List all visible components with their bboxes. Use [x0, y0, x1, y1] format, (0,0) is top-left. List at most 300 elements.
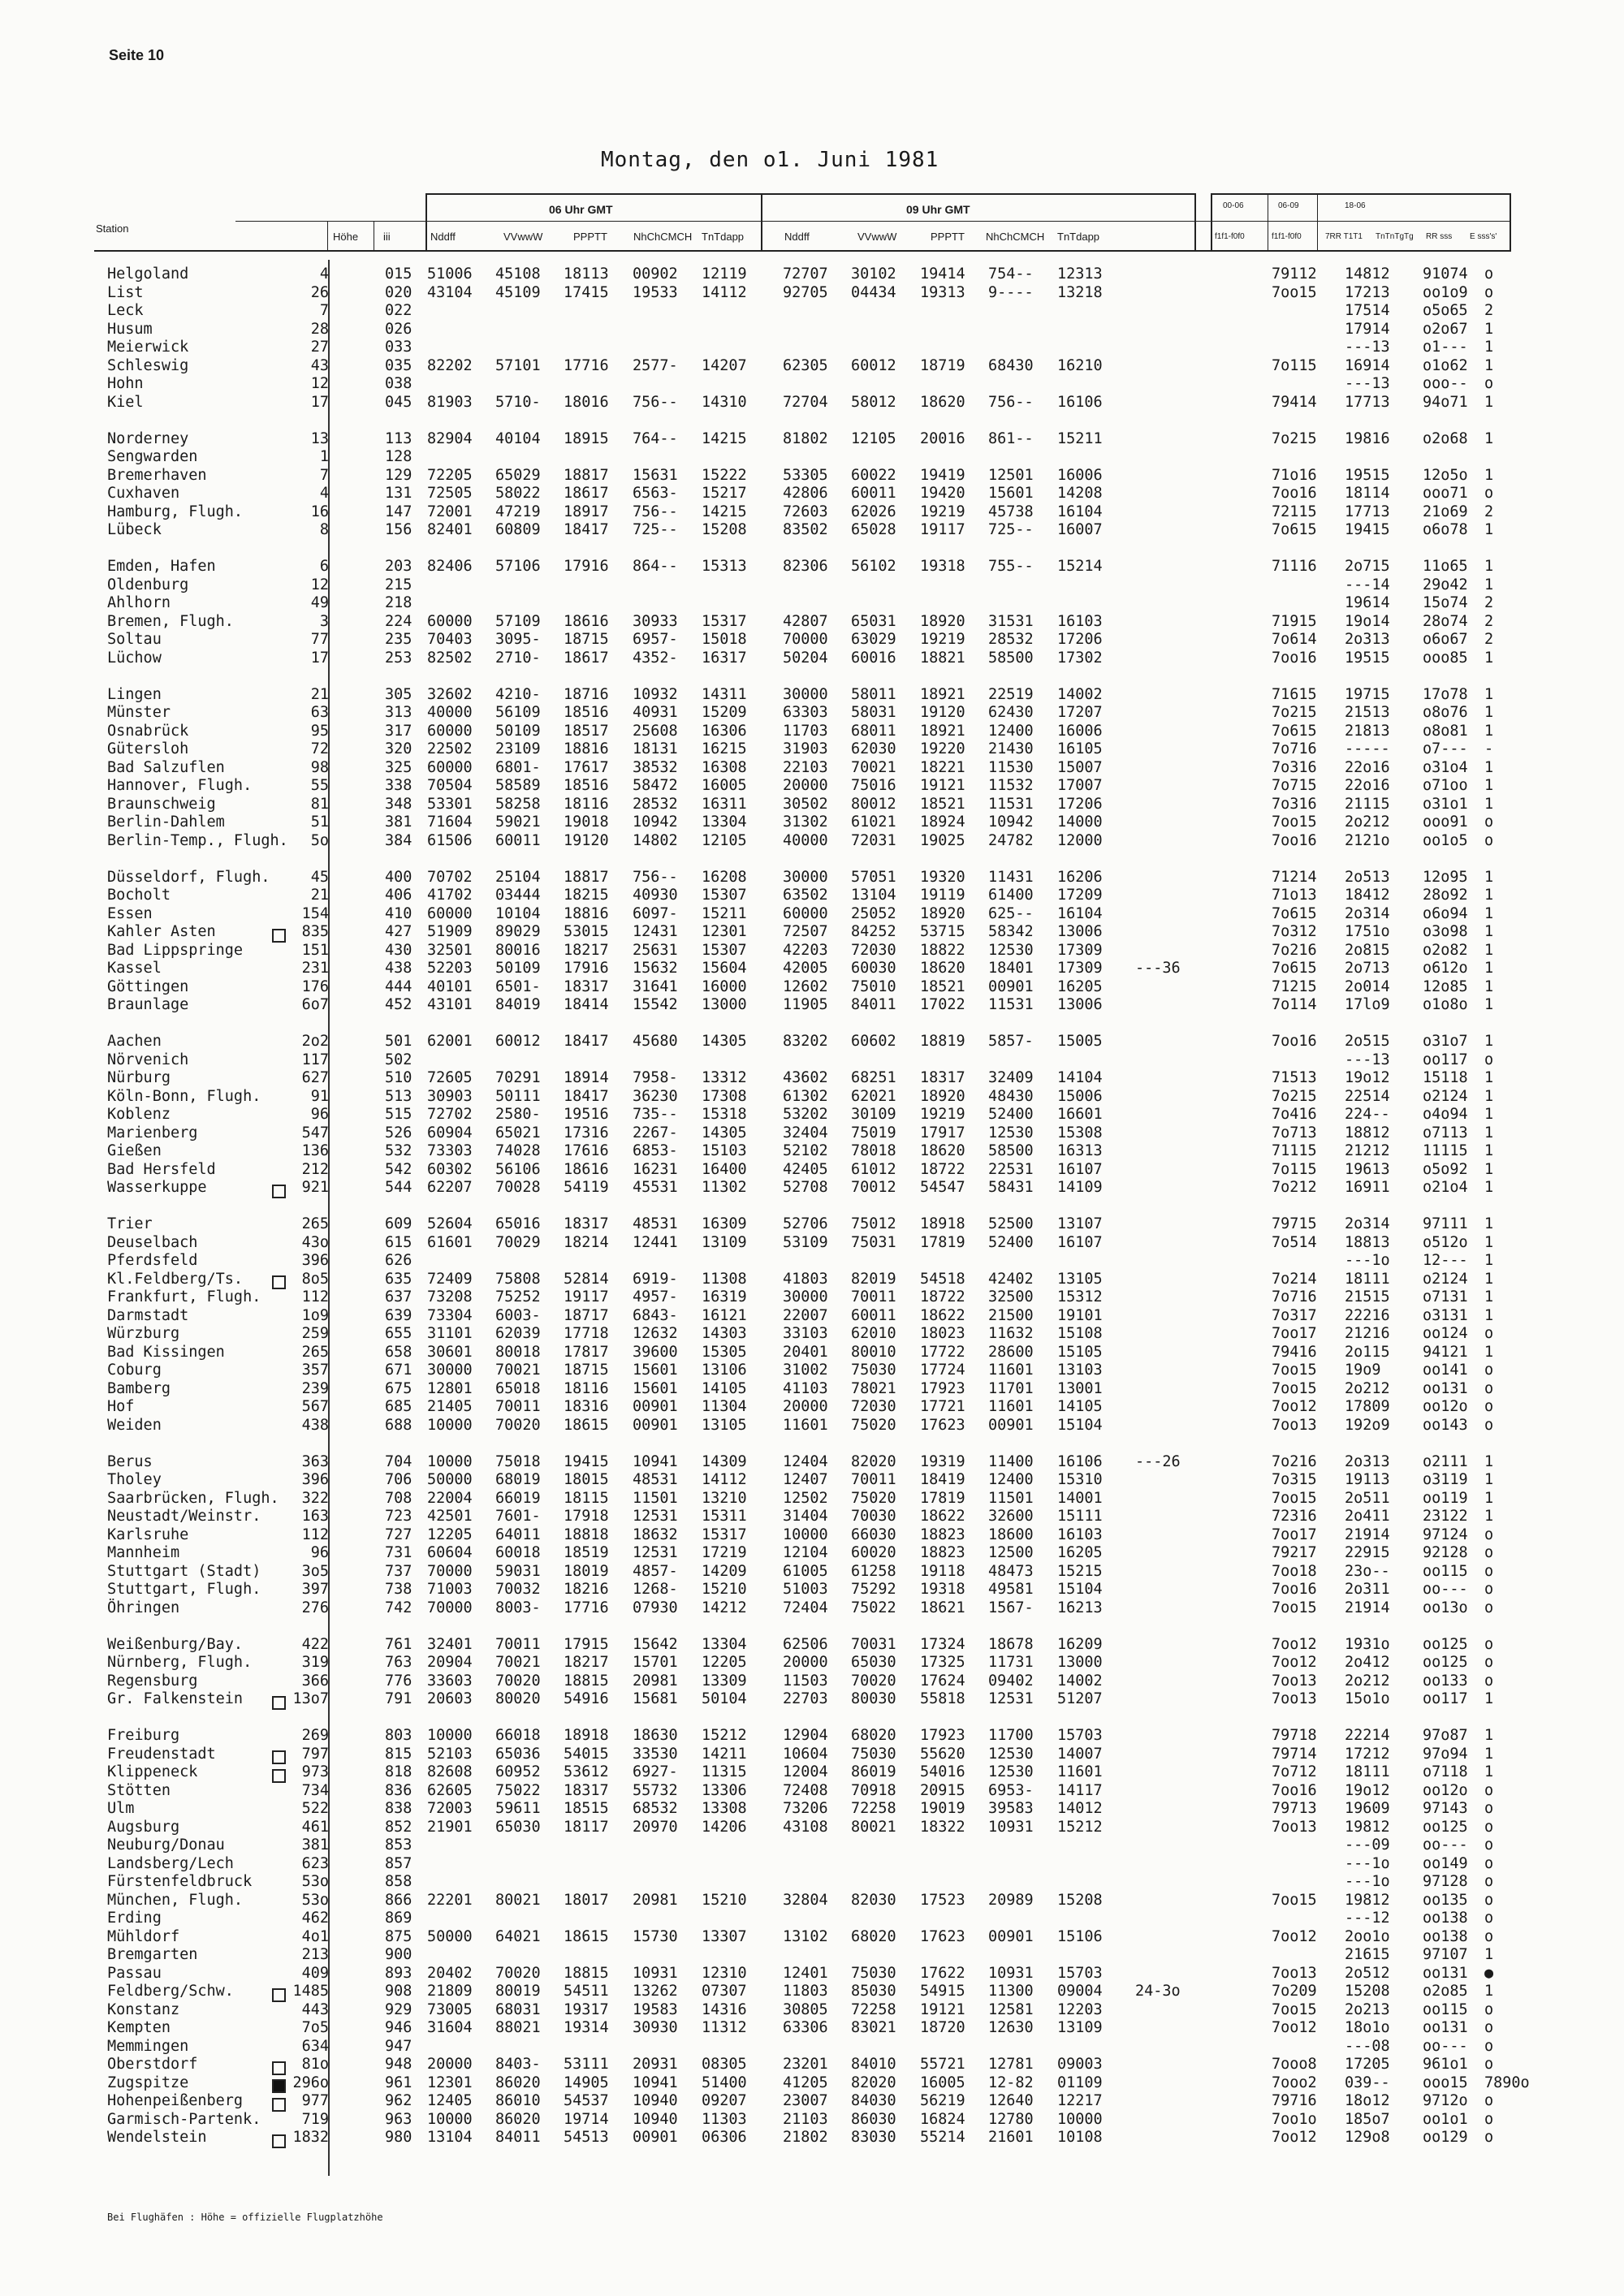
- obs09-value: 62030: [851, 740, 896, 757]
- table-row: [0, 978, 1624, 996]
- climate-value: 7oo1o: [1272, 2110, 1317, 2128]
- obs06-value: 13000: [702, 996, 747, 1013]
- table-row: [0, 503, 1624, 521]
- obs06-value: 14105: [702, 1379, 747, 1397]
- station-height: 265: [301, 1343, 329, 1361]
- weather-0006: 24-3o: [1135, 1983, 1181, 2000]
- obs06-value: 10940: [633, 2110, 678, 2128]
- obs09-value: 58431: [988, 1179, 1034, 1196]
- station-number: 635: [385, 1270, 412, 1288]
- obs06-value: 12431: [633, 923, 678, 940]
- climate-value: ooo91: [1423, 814, 1468, 831]
- station-height: 797: [301, 1745, 329, 1763]
- obs06-value: 18113: [564, 265, 609, 283]
- station-name: Gießen: [107, 1142, 162, 1159]
- obs06-value: 17308: [702, 1087, 747, 1105]
- climate-value: o7---: [1423, 740, 1468, 757]
- obs06-value: 15208: [702, 521, 747, 538]
- station-name: Hohn: [107, 375, 144, 392]
- obs09-value: 31531: [988, 612, 1034, 630]
- obs09-value: 17721: [920, 1398, 965, 1415]
- station-number: 532: [385, 1142, 412, 1159]
- obs06-value: 54015: [564, 1745, 609, 1763]
- station-height: 17: [310, 649, 329, 667]
- climate-value: o: [1484, 1379, 1494, 1397]
- station-number: 156: [385, 521, 412, 538]
- obs06-value: 14206: [702, 1818, 747, 1836]
- obs06-value: 20603: [427, 1690, 473, 1707]
- obs09-value: 30000: [783, 685, 828, 703]
- obs09-value: 56102: [851, 558, 896, 575]
- obs06-value: 70000: [427, 1599, 473, 1616]
- obs09-value: 18620: [920, 960, 965, 977]
- obs06-value: 70028: [495, 1179, 541, 1196]
- obs06-value: 10941: [633, 2074, 678, 2091]
- climate-value: o: [1484, 1654, 1494, 1671]
- station-number: 675: [385, 1379, 412, 1397]
- table-row: [0, 1234, 1624, 1252]
- table-row: [0, 905, 1624, 923]
- obs06-value: 20931: [633, 2056, 678, 2073]
- obs06-value: 15311: [702, 1508, 747, 1525]
- table-row: [0, 1636, 1624, 1654]
- obs09-value: 13103: [1057, 1362, 1103, 1379]
- obs09-value: 31302: [783, 814, 828, 831]
- obs09-value: 1567-: [988, 1599, 1034, 1616]
- obs09-value: 40000: [783, 831, 828, 849]
- table-row: [0, 467, 1624, 485]
- climate-value: 1: [1484, 576, 1494, 593]
- climate-value: 1: [1484, 1142, 1494, 1159]
- obs09-value: 60602: [851, 1033, 896, 1050]
- climate-value: oo117: [1423, 1051, 1468, 1068]
- climate-value: 19812: [1345, 1818, 1390, 1836]
- climate-value: 7o115: [1272, 1160, 1317, 1178]
- obs09-value: 80030: [851, 1690, 896, 1707]
- table-row: [0, 1051, 1624, 1069]
- obs09-value: 60030: [851, 960, 896, 977]
- obs06-value: 19516: [564, 1106, 609, 1123]
- station-number: 544: [385, 1179, 412, 1196]
- climate-value: oo125: [1423, 1654, 1468, 1671]
- station-number: 510: [385, 1069, 412, 1086]
- climate-value: 21216: [1345, 1325, 1390, 1342]
- obs09-value: 12217: [1057, 2092, 1103, 2109]
- climate-value: 97111: [1423, 1215, 1468, 1232]
- climate-value: o2o82: [1423, 941, 1468, 959]
- station-number: 320: [385, 740, 412, 757]
- obs09-value: 78018: [851, 1142, 896, 1159]
- table-row: [0, 594, 1624, 612]
- obs09-value: 15104: [1057, 1581, 1103, 1598]
- station-name: Berus: [107, 1452, 153, 1470]
- table-row: [0, 2129, 1624, 2147]
- table-row: [0, 1727, 1624, 1745]
- station-name: Bad Kissingen: [107, 1343, 225, 1361]
- header-iii: iii: [383, 231, 391, 243]
- obs09-value: 23201: [783, 2056, 828, 2073]
- obs09-value: 19219: [920, 631, 965, 648]
- climate-value: o: [1484, 2019, 1494, 2036]
- table-row: [0, 1654, 1624, 1672]
- obs09-value: 10604: [783, 1745, 828, 1763]
- station-height: 16: [310, 503, 329, 520]
- obs06-value: 06306: [702, 2129, 747, 2146]
- obs09-value: 13104: [851, 887, 896, 904]
- obs06-value: 60000: [427, 904, 473, 922]
- obs06-value: 18615: [564, 1416, 609, 1434]
- climate-value: 23122: [1423, 1508, 1468, 1525]
- obs09-value: 18823: [920, 1544, 965, 1561]
- obs09-value: 17722: [920, 1343, 965, 1361]
- obs06-value: 18632: [633, 1526, 678, 1543]
- obs09-value: 16206: [1057, 868, 1103, 886]
- table-row: [0, 2111, 1624, 2129]
- obs06-value: 17716: [564, 356, 609, 374]
- obs09-value: 14002: [1057, 685, 1103, 703]
- climate-value: 19613: [1345, 1160, 1390, 1178]
- climate-value: 9712o: [1423, 2092, 1468, 2109]
- obs09-value: 16005: [920, 2074, 965, 2091]
- climate-value: 1: [1484, 1252, 1494, 1269]
- station-number: 947: [385, 2037, 412, 2055]
- climate-value: 79217: [1272, 1544, 1317, 1561]
- climate-value: 19515: [1345, 466, 1390, 484]
- station-height: 17: [310, 393, 329, 411]
- obs09-value: 22531: [988, 1160, 1034, 1178]
- obs09-value: 60020: [851, 1544, 896, 1561]
- obs06-value: 864--: [633, 558, 678, 575]
- table-row: [0, 1490, 1624, 1508]
- obs09-value: 12203: [1057, 2000, 1103, 2018]
- station-height: 397: [301, 1581, 329, 1598]
- climate-value: ---1o: [1345, 1854, 1390, 1872]
- obs06-value: 13104: [427, 2129, 473, 2146]
- station-number: 852: [385, 1818, 412, 1836]
- obs06-value: 23109: [495, 740, 541, 757]
- obs06-value: 15701: [633, 1654, 678, 1671]
- table-row: [0, 375, 1624, 393]
- obs06-value: 16309: [702, 1215, 747, 1232]
- station-number: 723: [385, 1508, 412, 1525]
- obs09-value: 30000: [783, 868, 828, 886]
- obs06-value: 56109: [495, 704, 541, 721]
- obs09-value: 20989: [988, 1891, 1034, 1909]
- obs06-value: 70403: [427, 631, 473, 648]
- obs09-value: 60011: [851, 485, 896, 502]
- obs09-value: 75292: [851, 1581, 896, 1598]
- obs09-value: 12400: [988, 722, 1034, 740]
- station-height: 1o9: [301, 1306, 329, 1324]
- obs09-value: 21601: [988, 2129, 1034, 2146]
- obs09-value: 14007: [1057, 1745, 1103, 1763]
- climate-value: oo131: [1423, 1379, 1468, 1397]
- obs09-value: 11700: [988, 1727, 1034, 1744]
- obs06-value: 6919-: [633, 1270, 678, 1288]
- obs06-value: 00902: [633, 265, 678, 283]
- obs06-value: 756--: [633, 868, 678, 886]
- obs06-value: 17617: [564, 758, 609, 776]
- obs06-value: 68532: [633, 1800, 678, 1817]
- obs06-value: 15212: [702, 1727, 747, 1744]
- obs06-value: 33603: [427, 1672, 473, 1690]
- table-row: [0, 942, 1624, 960]
- obs09-value: 56219: [920, 2092, 965, 2109]
- obs06-value: 18417: [564, 1087, 609, 1105]
- obs06-value: 55732: [633, 1781, 678, 1799]
- station-name: Lüchow: [107, 649, 162, 667]
- obs09-value: 15208: [1057, 1891, 1103, 1909]
- obs06-value: 8403-: [495, 2056, 541, 2073]
- climate-value: 2o212: [1345, 1379, 1390, 1397]
- climate-value: 79718: [1272, 1727, 1317, 1744]
- table-row: [0, 1106, 1624, 1124]
- station-height: 13o7: [292, 1690, 329, 1707]
- climate-value: 2: [1484, 612, 1494, 630]
- climate-value: 7oo13: [1272, 1672, 1317, 1690]
- obs06-value: 58472: [633, 777, 678, 794]
- obs06-value: 13312: [702, 1069, 747, 1086]
- obs06-value: 15601: [633, 1362, 678, 1379]
- obs09-value: 18920: [920, 904, 965, 922]
- climate-value: 17514: [1345, 302, 1390, 319]
- climate-value: 19o12: [1345, 1781, 1390, 1799]
- obs09-value: 70030: [851, 1508, 896, 1525]
- obs06-value: 18116: [564, 795, 609, 813]
- obs09-value: 18322: [920, 1818, 965, 1836]
- station-height: 63: [310, 704, 329, 721]
- climate-value: 7oo13: [1272, 1818, 1317, 1836]
- table-row: [0, 923, 1624, 941]
- obs06-value: 735--: [633, 1106, 678, 1123]
- obs09-value: 70011: [851, 1288, 896, 1306]
- obs06-value: 18817: [564, 466, 609, 484]
- station-height: 151: [301, 941, 329, 959]
- obs06-value: 15307: [702, 887, 747, 904]
- climate-value: 22214: [1345, 1727, 1390, 1744]
- obs09-value: 12313: [1057, 265, 1103, 283]
- station-number: 688: [385, 1416, 412, 1434]
- table-row: [0, 1910, 1624, 1927]
- station-number: 438: [385, 960, 412, 977]
- table-row: [0, 1161, 1624, 1179]
- station-number: 742: [385, 1599, 412, 1616]
- obs06-value: 72505: [427, 485, 473, 502]
- climate-value: o2o67: [1423, 320, 1468, 338]
- obs09-value: 12407: [783, 1471, 828, 1488]
- station-height: 96: [310, 1106, 329, 1123]
- station-number: 704: [385, 1452, 412, 1470]
- climate-value: 7oo15: [1272, 1362, 1317, 1379]
- climate-value: o512o: [1423, 1233, 1468, 1251]
- obs09-value: 41803: [783, 1270, 828, 1288]
- obs09-value: 00901: [988, 1927, 1034, 1945]
- obs09-value: 14208: [1057, 485, 1103, 502]
- climate-value: 11o65: [1423, 558, 1468, 575]
- station-name: Memmingen: [107, 2037, 189, 2055]
- station-name: Leck: [107, 302, 144, 319]
- climate-value: o: [1484, 1325, 1494, 1342]
- station-height: 81: [310, 795, 329, 813]
- obs06-value: 18417: [564, 521, 609, 538]
- climate-value: o: [1484, 1873, 1494, 1890]
- obs06-value: 18116: [564, 1379, 609, 1397]
- climate-value: o612o: [1423, 960, 1468, 977]
- climate-value: 7oo12: [1272, 1398, 1317, 1415]
- obs09-value: 55721: [920, 2056, 965, 2073]
- obs06-value: 12301: [427, 2074, 473, 2091]
- table-row: [0, 2001, 1624, 2019]
- obs06-value: 51006: [427, 265, 473, 283]
- obs09-value: 17309: [1057, 941, 1103, 959]
- obs09-value: 12904: [783, 1727, 828, 1744]
- table-row: [0, 2019, 1624, 2037]
- obs09-value: 68011: [851, 722, 896, 740]
- climate-value: 1: [1484, 320, 1494, 338]
- station-height: 239: [301, 1379, 329, 1397]
- climate-value: 7oo12: [1272, 2129, 1317, 2146]
- climate-value: 16914: [1345, 356, 1390, 374]
- obs09-value: 52706: [783, 1215, 828, 1232]
- obs06-value: 12310: [702, 1964, 747, 1982]
- station-name: Cuxhaven: [107, 485, 180, 502]
- climate-value: 19816: [1345, 429, 1390, 447]
- station-height: 81o: [301, 2056, 329, 2073]
- climate-value: o: [1484, 1891, 1494, 1909]
- obs09-value: 09003: [1057, 2056, 1103, 2073]
- obs09-value: 10942: [988, 814, 1034, 831]
- climate-value: o: [1484, 1544, 1494, 1561]
- climate-value: 7o315: [1272, 1471, 1317, 1488]
- obs09-value: 42405: [783, 1160, 828, 1178]
- obs09-value: 15105: [1057, 1343, 1103, 1361]
- obs09-value: 20000: [783, 1654, 828, 1671]
- station-name: Kiel: [107, 393, 144, 411]
- obs06-value: 80018: [495, 1343, 541, 1361]
- climate-value: o: [1484, 1927, 1494, 1945]
- obs06-value: 00901: [633, 2129, 678, 2146]
- station-number: 609: [385, 1215, 412, 1232]
- obs09-value: 12501: [988, 466, 1034, 484]
- climate-value: 72115: [1272, 503, 1317, 520]
- station-height: 396: [301, 1471, 329, 1488]
- obs06-value: 14305: [702, 1124, 747, 1142]
- obs06-value: 19120: [564, 831, 609, 849]
- obs06-value: 18717: [564, 1306, 609, 1324]
- obs09-value: 75031: [851, 1233, 896, 1251]
- obs06-value: 14305: [702, 1033, 747, 1050]
- obs09-value: 21802: [783, 2129, 828, 2146]
- table-row: [0, 2038, 1624, 2056]
- obs09-value: 32804: [783, 1891, 828, 1909]
- obs06-value: 54513: [564, 2129, 609, 2146]
- climate-value: 2o115: [1345, 1343, 1390, 1361]
- obs06-value: 15604: [702, 960, 747, 977]
- obs06-value: 20970: [633, 1818, 678, 1836]
- climate-value: 7oo12: [1272, 1654, 1317, 1671]
- climate-value: 7oo17: [1272, 1325, 1317, 1342]
- obs06-value: 64011: [495, 1526, 541, 1543]
- obs06-value: 16208: [702, 868, 747, 886]
- station-height: 51: [310, 814, 329, 831]
- station-number: 513: [385, 1087, 412, 1105]
- obs09-value: 10000: [1057, 2110, 1103, 2128]
- climate-value: 7oo16: [1272, 1033, 1317, 1050]
- climate-value: 7oo12: [1272, 1927, 1317, 1945]
- climate-value: 18111: [1345, 1270, 1390, 1288]
- station-height: 43: [310, 356, 329, 374]
- obs06-value: 80021: [495, 1891, 541, 1909]
- climate-value: 97o94: [1423, 1745, 1468, 1763]
- station-height: 21: [310, 685, 329, 703]
- table-row: [0, 1599, 1624, 1617]
- obs09-value: 01109: [1057, 2074, 1103, 2091]
- climate-value: 2o212: [1345, 814, 1390, 831]
- obs06-value: 36230: [633, 1087, 678, 1105]
- station-name: Augsburg: [107, 1818, 180, 1836]
- obs06-value: 17616: [564, 1142, 609, 1159]
- obs06-value: 15318: [702, 1106, 747, 1123]
- climate-value: 7o312: [1272, 923, 1317, 940]
- climate-value: ooo15: [1423, 2074, 1468, 2091]
- header-b3: PPPTT: [931, 231, 965, 243]
- obs06-value: 6501-: [495, 978, 541, 995]
- obs06-value: 33530: [633, 1745, 678, 1763]
- obs09-value: 68430: [988, 356, 1034, 374]
- obs06-value: 18815: [564, 1672, 609, 1690]
- station-name: Koblenz: [107, 1106, 171, 1123]
- obs09-value: 61021: [851, 814, 896, 831]
- obs09-value: 17309: [1057, 960, 1103, 977]
- obs06-value: 45109: [495, 283, 541, 301]
- climate-value: 71915: [1272, 612, 1317, 630]
- obs06-value: 65016: [495, 1215, 541, 1232]
- climate-value: 21914: [1345, 1599, 1390, 1616]
- station-height: 112: [301, 1526, 329, 1543]
- obs06-value: 00901: [633, 1398, 678, 1415]
- obs06-value: 11308: [702, 1270, 747, 1288]
- obs06-value: 10940: [633, 2092, 678, 2109]
- obs06-value: 43104: [427, 283, 473, 301]
- obs09-value: 11701: [988, 1379, 1034, 1397]
- climate-value: 1: [1484, 1508, 1494, 1525]
- obs09-value: 70031: [851, 1635, 896, 1653]
- obs09-value: 16601: [1057, 1106, 1103, 1123]
- table-row: [0, 302, 1624, 320]
- climate-value: 15o74: [1423, 594, 1468, 611]
- obs09-value: 15106: [1057, 1927, 1103, 1945]
- station-height: 95: [310, 722, 329, 740]
- obs06-value: 13304: [702, 1635, 747, 1653]
- obs06-value: 71604: [427, 814, 473, 831]
- station-height: 3o5: [301, 1562, 329, 1580]
- climate-value: o: [1484, 1362, 1494, 1379]
- obs09-value: 17206: [1057, 631, 1103, 648]
- table-row: [0, 265, 1624, 283]
- obs09-value: 17302: [1057, 649, 1103, 667]
- obs09-value: 18918: [920, 1215, 965, 1232]
- obs06-value: 70020: [495, 1964, 541, 1982]
- station-name: Konstanz: [107, 2000, 180, 2018]
- obs09-value: 11905: [783, 996, 828, 1013]
- obs09-value: 57051: [851, 868, 896, 886]
- header-b2: VVwwW: [857, 231, 897, 243]
- climate-value: o: [1484, 485, 1494, 502]
- climate-value: o: [1484, 814, 1494, 831]
- climate-value: 1: [1484, 1087, 1494, 1105]
- header-wc6: E sss's': [1470, 232, 1497, 241]
- climate-value: 1: [1484, 777, 1494, 794]
